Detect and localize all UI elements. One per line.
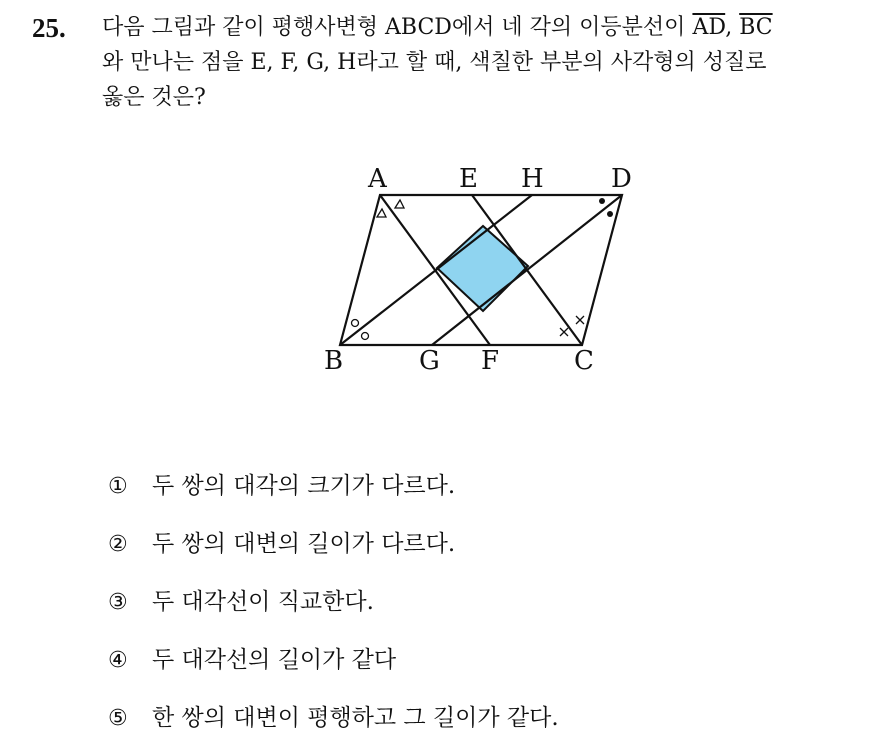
choice-4-text: 두 대각선의 길이가 같다 <box>152 647 397 673</box>
question-line-3: 옳은 것은? <box>102 85 206 110</box>
choice-2-number: ② <box>108 532 128 557</box>
choice-1-text: 두 쌍의 대각의 크기가 다르다. <box>152 473 456 499</box>
answer-choices <box>108 466 848 756</box>
label-f: F <box>481 346 500 376</box>
angle-mark-circle-1 <box>352 320 359 327</box>
choice-3[interactable] <box>108 582 848 640</box>
label-b: B <box>324 346 344 376</box>
choice-4-number: ④ <box>108 648 128 673</box>
segment-ad: $\overline{AD}$ <box>692 15 726 40</box>
angle-mark-dot-1 <box>599 198 605 204</box>
parallelogram-diagram <box>320 160 640 375</box>
angle-mark-cross-1 <box>560 328 568 336</box>
angle-mark-triangle-2 <box>377 209 386 217</box>
angle-mark-dot-2 <box>607 211 613 217</box>
choice-4[interactable] <box>108 640 848 698</box>
label-d: D <box>611 164 632 194</box>
label-a: A <box>368 164 387 194</box>
choice-5-text: 한 쌍의 대변이 평행하고 그 길이가 같다. <box>152 705 559 731</box>
choice-3-text: 두 대각선이 직교한다. <box>152 589 374 615</box>
angle-mark-circle-2 <box>362 333 369 340</box>
choice-1[interactable] <box>108 466 848 524</box>
choice-3-number: ③ <box>108 590 128 615</box>
label-h: H <box>521 164 544 194</box>
parallelogram-figure <box>320 160 640 375</box>
angle-mark-triangle-1 <box>395 200 404 208</box>
question-number: 25. <box>32 13 66 43</box>
segment-bc: $\overline{BC}$ <box>739 15 773 40</box>
shaded-quadrilateral <box>437 226 528 311</box>
question-line-1 <box>102 10 884 45</box>
choice-5-number: ⑤ <box>108 706 128 731</box>
choice-2-text: 두 쌍의 대변의 길이가 다르다. <box>152 531 456 557</box>
choice-1-number: ① <box>108 474 128 499</box>
label-g: G <box>419 346 440 376</box>
segment-separator: , <box>725 15 740 40</box>
label-e: E <box>459 164 478 194</box>
choice-2[interactable] <box>108 524 848 582</box>
question-text-part1: 다음 그림과 같이 평행사변형 ABCD에서 네 각의 이등분선이 <box>102 15 693 40</box>
choice-5[interactable] <box>108 698 848 756</box>
angle-mark-cross-2 <box>576 316 584 324</box>
label-c: C <box>574 346 594 376</box>
question-text <box>102 10 884 115</box>
question-line-2: 와 만나는 점을 E, F, G, H라고 할 때, 색칠한 부분의 사각형의 성질로 <box>102 50 767 75</box>
